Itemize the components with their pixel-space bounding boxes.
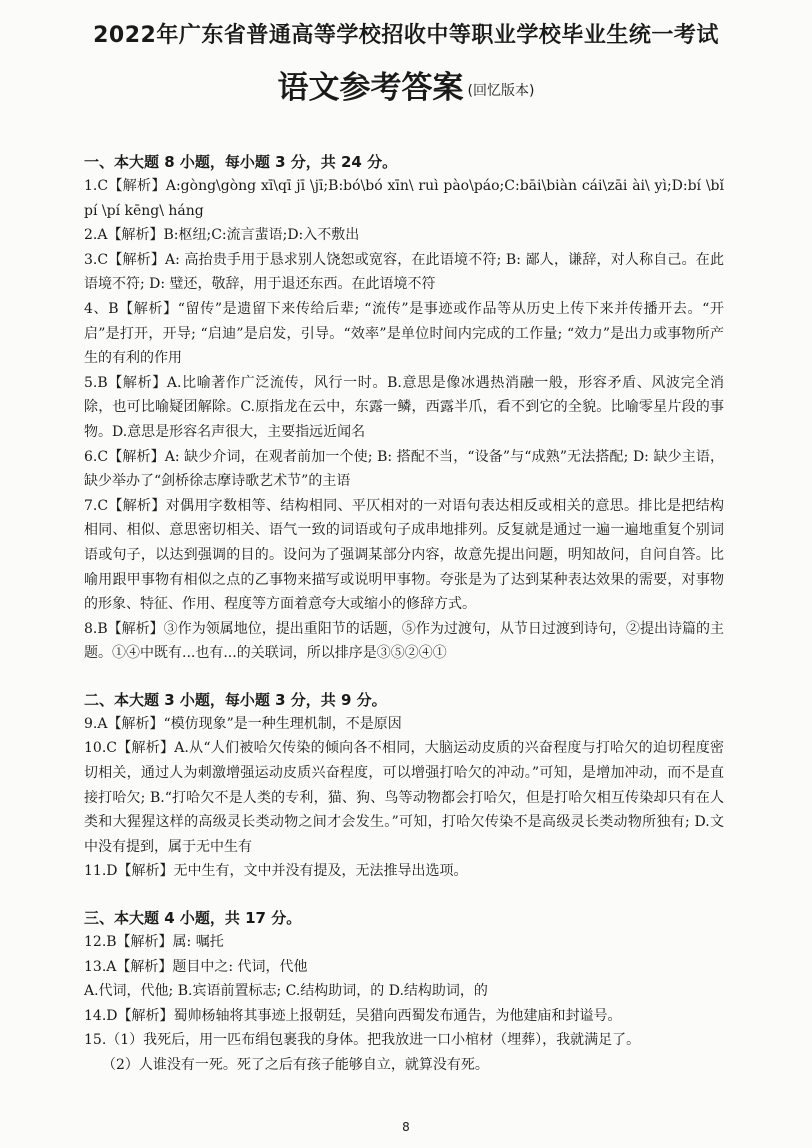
answer-item: 1.C【解析】A:gòng\gòng xī\qī jī \jī;B:bó\bó xīn\ ruì pào\páo;C:bāi\biàn cái\zāi ài\ yì;D:bí \bǐ pí \pí kēng\ háng	[84, 178, 724, 219]
answer-item: 8.B【解析】③作为领属地位，提出重阳节的话题，⑤作为过渡句，从节日过渡到诗句，②提出诗篇的主题。①④中既有...也有...的关联词，所以排序是③⑤②④①	[84, 620, 724, 662]
section-heading: 一、本大题 8 小题，每小题 3 分，共 24 分。	[84, 153, 398, 171]
answer-item: 13.A【解析】题目中之: 代词，代他	[84, 958, 308, 975]
page-title: 2022年广东省普通高等学校招收中等职业学校毕业生统一考试	[93, 23, 719, 48]
page-subtitle	[0, 62, 812, 107]
answer-item: 15.（1）我死后，用一匹布绢包裹我的身体。把我放进一口小棺材（埋葬），我就满足了。	[84, 1032, 641, 1049]
answer-item: 7.C【解析】对偶用字数相等、结构相同、平仄相对的一对语句表达相反或相关的意思。排比是把结构相同、相似、意思密切相关、语气一致的词语或句子成串地排列。反复就是通过一遍一遍地重复个别词语或句子，以达到强调的目的。设问为了强调某部分内容，故意先提出问题，明知故问，自问自答。比喻用跟甲事物有相似之点的乙事物来描写或说明甲事物。夸张是为了达到某种表达效果的需要，对事物的形象、特征、作用、程度等方面着意夸大或缩小的修辞方式。	[84, 497, 724, 613]
answer-item: 12.B【解析】属: 嘱托	[84, 934, 224, 951]
answer-item: 6.C【解析】A: 缺少介词，在观者前加一个使; B: 搭配不当，“设备”与“成熟”无法搭配; D: 缺少主语，缺少举办了“剑桥徐志摩诗歌艺术节”的主语	[84, 448, 724, 490]
answer-item: 9.A【解析】“模仿现象”是一种生理机制，不是原因	[84, 715, 402, 732]
answer-item: 14.D【解析】蜀帅杨轴将其事迹上报朝廷，吴猎向西蜀发布通告，为他建庙和封谥号。	[84, 1007, 622, 1024]
answers-content	[84, 150, 724, 1078]
answer-item: 3.C【解析】A: 高抬贵手用于恳求别人饶恕或宽容，在此语境不符; B: 鄙人，谦辞，对人称自己。在此语境不符; D: 璧还，敬辞，用于退还东西。在此语境不符	[84, 251, 724, 293]
answer-item: 10.C【解析】A.从“人们被哈欠传染的倾向各不相同，大脑运动皮质的兴奋程度与打哈欠的迫切程度密切相关，通过人为刺激增强运动皮质兴奋程度，可以增强打哈欠的冲动。”可知，是增加冲动，而不是直接打哈欠; B.“打哈欠不是人类的专利，猫、狗、鸟等动物都会打哈欠，但是打哈欠相互传染却只有在人类和大猩猩这样的高级灵长类动物之间才会发生。”可知，打哈欠传染不是高级灵长类动物所独有; D.文中没有提到，属于无中生有	[84, 740, 724, 855]
answer-item: （2）人谁没有一死。死了之后有孩子能够自立，就算没有死。	[102, 1057, 489, 1073]
page-number: 8	[402, 1120, 410, 1134]
answer-item: 4、B【解析】“留传”是遗留下来传给后辈; “流传”是事迹或作品等从历史上传下来并传播开去。“开启”是打开，开导; “启迪”是启发，引导。“效率”是单位时间内完成的工作量; “效力”是出力或事物所产生的有利的作用	[84, 300, 724, 367]
answer-item: 2.A【解析】B:枢纽;C:流言蜚语;D:入不敷出	[84, 227, 360, 244]
section-heading: 二、本大题 3 小题，每小题 3 分，共 9 分。	[84, 690, 387, 709]
subtitle-text: 语文参考答案	[277, 70, 464, 106]
answer-item: A.代词，代他; B.宾语前置标志; C.结构助词，的 D.结构助词，的	[84, 983, 488, 1000]
subtitle-note: (回忆版本)	[467, 83, 535, 99]
section-heading: 三、本大题 4 小题，共 17 分。	[84, 909, 302, 928]
answer-item: 5.B【解析】A.比喻著作广泛流传，风行一时。B.意思是像冰遇热消融一般，形容矛盾、风波完全消除，也可比喻疑团解除。C.原指龙在云中，东露一鳞，西露半爪，看不到它的全貌。比喻零星片段的事物。D.意思是形容名声很大，主要指远近闻名	[84, 374, 724, 440]
answer-item: 11.D【解析】无中生有，文中并没有提及，无法推导出选项。	[84, 863, 468, 880]
